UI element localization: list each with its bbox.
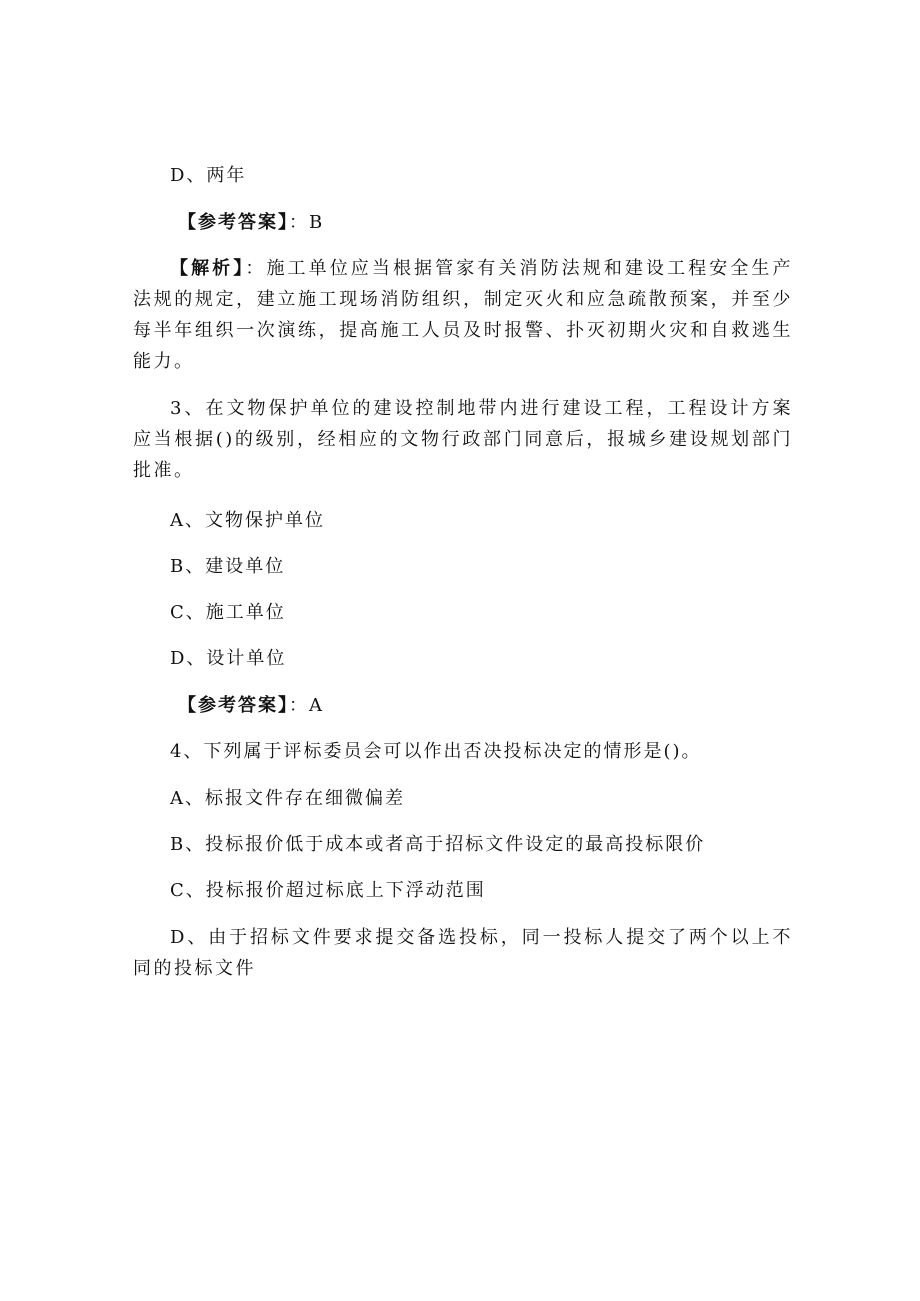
q4-option-d: D、由于招标文件要求提交备选投标，同一投标人提交了两个以上不同的投标文件	[133, 927, 793, 979]
q3-option-b: B、建设单位	[170, 556, 286, 577]
q3-answer	[178, 690, 838, 721]
analysis-label: 【解析】	[170, 258, 246, 279]
q3-option-a: A、文物保护单位	[170, 510, 325, 531]
answer-value: ：A	[289, 695, 324, 716]
q2-answer	[178, 207, 838, 238]
q3-option-c: C、施工单位	[170, 602, 286, 623]
q3-question: 3、在文物保护单位的建设控制地带内进行建设工程，工程设计方案应当根据()的级别，经相应的文物行政部门同意后，报城乡建设规划部门批准。	[133, 398, 793, 481]
q3-option-d: D、设计单位	[170, 648, 287, 669]
q4-question: 4、下列属于评标委员会可以作出否决投标决定的情形是()。	[170, 741, 702, 762]
q4-option-c: C、投标报价超过标底上下浮动范围	[170, 880, 486, 901]
analysis-text: ：施工单位应当根据管家有关消防法规和建设工程安全生产法规的规定，建立施工现场消防组织，制定灭火和应急疏散预案，并至少每半年组织一次演练，提高施工人员及时报警、扑灭初期火灾和自救逃生能力。	[133, 258, 794, 372]
q2-option-d: D、两年	[170, 165, 247, 186]
q4-option-a: A、标报文件存在细微偏差	[170, 788, 405, 809]
answer-value: ：B	[289, 212, 325, 233]
q4-option-b: B、投标报价低于成本或者高于招标文件设定的最高投标限价	[170, 834, 706, 855]
q2-analysis	[133, 253, 793, 377]
answer-label: 【参考答案】	[178, 695, 289, 716]
answer-label: 【参考答案】	[178, 212, 289, 233]
